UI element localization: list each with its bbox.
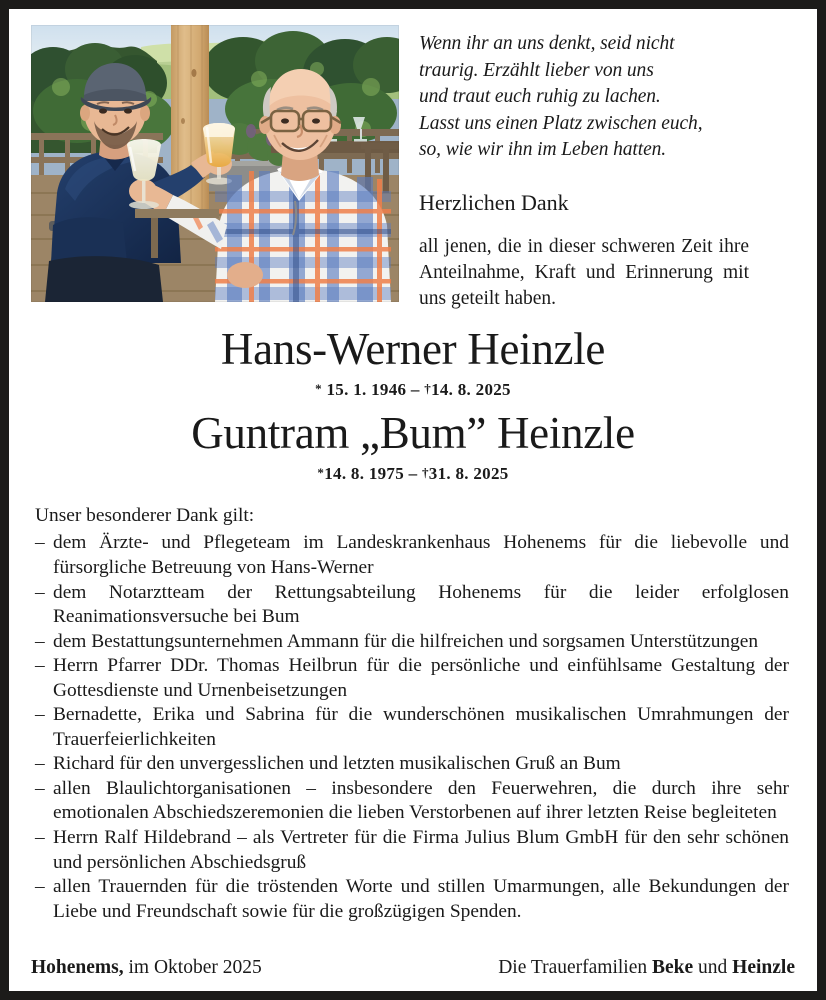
memorial-verse xyxy=(419,31,749,164)
gratitude-lead: Unser besonderer Dank gilt: xyxy=(35,504,255,526)
list-item: – Bernadette, Erika und Sabrina für die wunderschönen musikalischen Umrahmungen der Trauerfeierlichkeiten xyxy=(35,703,789,752)
list-item: – allen Blaulichtorganisationen – insbesondere den Feuerwehren, die durch ihre sehr emotionalen Abschiedszeremonien die lieben Verstorbenen auf ihrer letzten Reise begleiteten xyxy=(35,777,789,826)
families-conjunction: und xyxy=(693,956,733,978)
date-separator-2: – xyxy=(408,463,418,483)
list-item: – dem Notarztteam der Rettungsabteilung Hohenems für die leider erfolglosen Reanimationsversuche bei Bum xyxy=(35,581,789,630)
list-item: – allen Trauernden für die tröstenden Worte und stillen Umarmungen, alle Bekundungen der Liebe und Freundschaft sowie für die großzügigen Spenden. xyxy=(35,875,789,924)
footer-place-date xyxy=(31,956,262,979)
memorial-photo xyxy=(31,25,399,302)
death-symbol-1: † xyxy=(424,380,432,396)
list-item: – dem Bestattungsunternehmen Ammann für die hilfreichen und sorgsamen Unterstützungen xyxy=(35,630,789,655)
deceased-dates-2 xyxy=(31,464,795,484)
family-name-1: Beke xyxy=(652,956,694,978)
verse-line-4: Lasst uns einen Platz zwischen euch, xyxy=(419,112,703,134)
list-item: – Herrn Ralf Hildebrand – als Vertreter für die Firma Julius Blum GmbH für den sehr schönen und persönlichen Abschiedsgruß xyxy=(35,826,789,875)
death-symbol-2: † xyxy=(421,464,429,480)
birth-date-2: 14. 8. 1975 xyxy=(324,463,405,483)
deceased-name-1: Hans-Werner Heinzle xyxy=(220,324,606,374)
footer xyxy=(31,956,795,979)
family-name-2: Heinzle xyxy=(732,956,795,978)
verse-column xyxy=(419,25,749,312)
gratitude-block xyxy=(31,504,795,925)
birth-date-1: 15. 1. 1946 xyxy=(326,379,407,399)
gratitude-list xyxy=(35,531,789,924)
verse-line-3: und traut euch ruhig zu lachen. xyxy=(419,86,661,108)
families-prefix: Die Trauerfamilien xyxy=(498,956,652,978)
deceased-names xyxy=(31,326,795,484)
verse-line-5: so, wie wir ihn im Leben hatten. xyxy=(419,139,667,161)
list-item: – Richard für den unvergesslichen und letzten musikalischen Gruß an Bum xyxy=(35,752,789,777)
death-date-2: 31. 8. 2025 xyxy=(428,463,509,483)
birth-symbol-1: * xyxy=(315,380,322,396)
deceased-dates-1 xyxy=(31,380,795,400)
header-region xyxy=(31,25,795,310)
thanks-body-text: all jenen, die in dieser schweren Zeit ihre Anteilnahme, Kraft und Erinnerung mit uns geteilt haben. xyxy=(419,235,749,310)
list-item: – Herrn Pfarrer DDr. Thomas Heilbrun für die persönliche und einfühlsame Gestaltung der Gottesdienste und Urnenbeisetzungen xyxy=(35,654,789,703)
birth-symbol-2: * xyxy=(317,464,325,480)
thanks-heading: Herzlichen Dank xyxy=(419,189,569,215)
footer-families xyxy=(498,956,795,979)
death-date-1: 14. 8. 2025 xyxy=(431,379,511,399)
date-separator-1: – xyxy=(410,379,420,399)
footer-place: Hohenems, xyxy=(31,956,124,978)
notice-page xyxy=(9,9,817,991)
list-item: – dem Ärzte- und Pflegeteam im Landeskrankenhaus Hohenems für die liebevolle und fürsorgliche Betreuung von Hans-Werner xyxy=(35,531,789,580)
deceased-name-2: Guntram „Bum” Heinzle xyxy=(191,407,635,458)
verse-line-2: traurig. Erzählt lieber von uns xyxy=(419,59,654,81)
verse-line-1: Wenn ihr an uns denkt, seid nicht xyxy=(419,33,675,54)
footer-date: im Oktober 2025 xyxy=(123,956,262,978)
